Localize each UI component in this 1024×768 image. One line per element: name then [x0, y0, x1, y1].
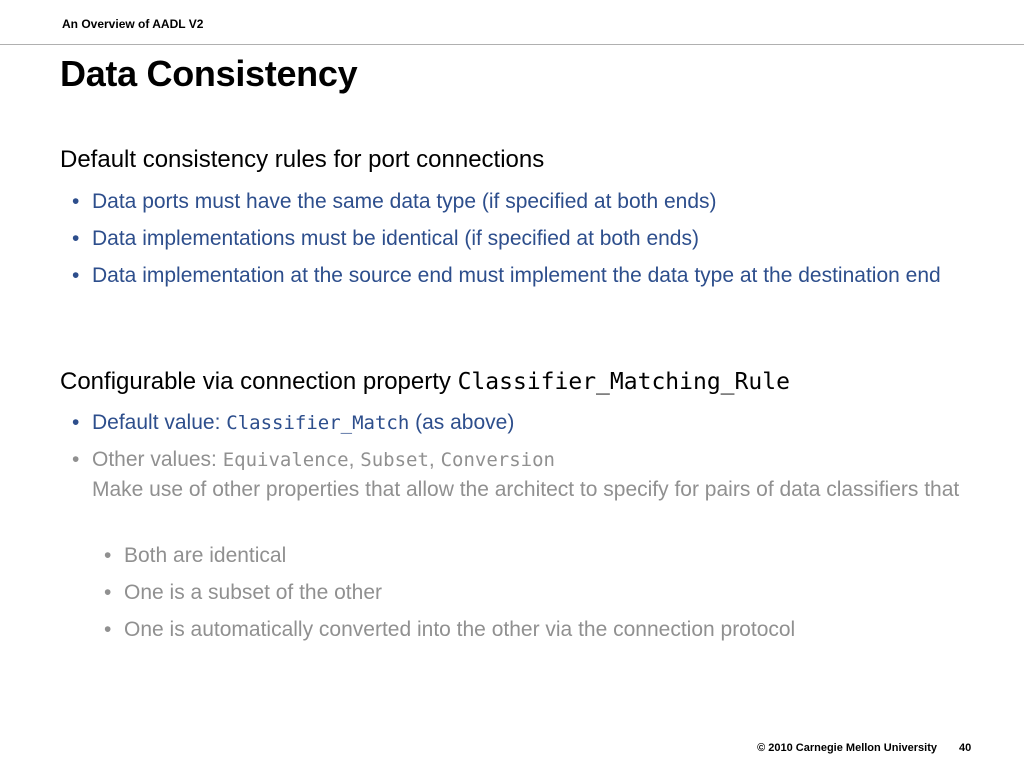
sub-list-item	[104, 615, 984, 644]
property-name-code: Classifier_Matching_Rule	[457, 369, 790, 395]
header-divider	[0, 44, 1024, 45]
list-item-other-values	[72, 445, 992, 504]
bullet-icon: •	[72, 227, 80, 250]
header-title: An Overview of AADL V2	[62, 17, 204, 31]
list-item	[72, 187, 992, 216]
bullet-icon: •	[72, 448, 80, 471]
section-heading-text: Configurable via connection property	[60, 368, 458, 395]
sub-bullet-text: One is a subset of the other	[124, 581, 382, 604]
bullet-icon: •	[72, 190, 80, 213]
default-value-label: Default value:	[92, 411, 227, 434]
bullet-icon: •	[104, 581, 112, 604]
slide-title: Data Consistency	[60, 53, 358, 94]
page-number: 40	[959, 742, 972, 754]
footer-copyright: © 2010 Carnegie Mellon University	[757, 742, 937, 754]
bullet-text: Data implementation at the source end must implement the data type at the destination end	[92, 264, 941, 287]
other-value-code: Subset	[360, 449, 429, 471]
default-value-code: Classifier_Match	[226, 412, 410, 434]
other-values-description: Make use of other properties that allow the architect to specify for pairs of data classifiers that	[92, 478, 960, 501]
sub-bullet-text: Both are identical	[124, 544, 287, 567]
sub-list-item	[104, 541, 984, 570]
bullet-icon: •	[104, 544, 112, 567]
bullet-text: Data implementations must be identical (if specified at both ends)	[92, 227, 699, 250]
list-item	[72, 261, 992, 290]
other-value-code: Equivalence	[222, 449, 349, 471]
other-values-label: Other values:	[92, 448, 223, 471]
sub-bullet-text: One is automatically converted into the other via the connection protocol	[124, 618, 796, 641]
list-item-default-value	[72, 408, 992, 438]
section-heading-configurable	[60, 368, 790, 396]
section-heading-defaults: Default consistency rules for port connections	[60, 146, 545, 173]
other-value-code: Conversion	[440, 449, 555, 471]
default-value-suffix: (as above)	[409, 411, 515, 434]
bullet-icon: •	[104, 618, 112, 641]
list-item	[72, 224, 992, 253]
bullet-icon: •	[72, 264, 80, 287]
bullet-text: Data ports must have the same data type (if specified at both ends)	[92, 190, 717, 213]
separator: ,	[348, 448, 361, 471]
separator: ,	[428, 448, 441, 471]
bullet-icon: •	[72, 411, 80, 434]
sub-list-item	[104, 578, 984, 607]
